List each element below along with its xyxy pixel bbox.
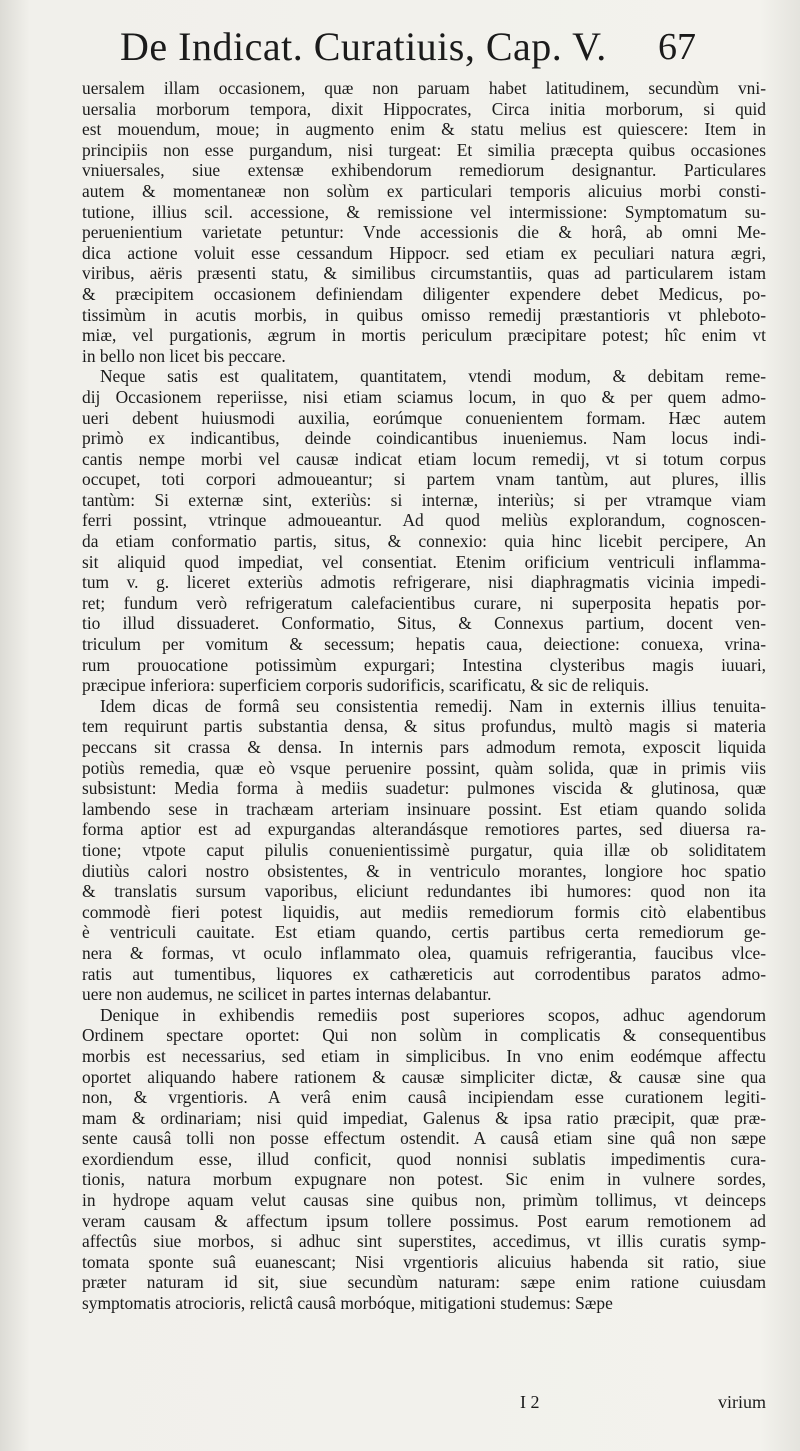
text-line: peccans sit crassa & densa. In internis pars admodum remota, exposcit liquida <box>82 737 766 757</box>
text-line: in hydrope aquam velut causas sine quibus non, primùm tollimus, vt deinceps <box>82 1190 766 1211</box>
text-line: è ventriculi cauitate. Est etiam quando, certis partibus certa remediorum ge- <box>82 922 766 943</box>
text-line: in bello non licet bis peccare. <box>82 345 286 366</box>
text-line: ratis aut tumentibus, liquores ex cathæreticis aut corrodentibus paratos admo- <box>82 963 766 984</box>
text-line: commodè fieri potest liquidis, aut mediis remediorum formis citò elabentibus <box>82 901 766 922</box>
text-line: sit aliquid quod impediat, vel consentiat. Etenim orificium ventriculi inflamma- <box>82 551 766 572</box>
text-line: tum v. g. liceret exteriùs admotis refrigerare, nisi diaphragmatis vicinia impedi- <box>82 572 766 593</box>
page-footer <box>82 1390 766 1414</box>
text-line: non, & vrgentioris. A verâ enim causâ incipiendam esse curationem legiti- <box>82 1087 766 1108</box>
text-line: & præcipitem occasionem definiendam diligenter expendere debet Medicus, po- <box>82 283 766 304</box>
signature-mark: I 2 <box>520 1392 540 1412</box>
text-line: morbis est necessarius, sed etiam in simplicibus. In vno enim eodémque affectu <box>82 1045 766 1066</box>
text-line: rum prouocatione potissimùm expurgari; Intestina clysteribus magis iuuari, <box>82 654 766 675</box>
text-line: occupet, toti corpori admoueantur; si partem vnam tantùm, aut plures, illis <box>82 469 766 490</box>
text-line: da etiam conformatio partis, situs, & connexio: quia hinc licebit percipere, An <box>82 531 766 552</box>
text-line: dica actione voluit esse cessandum Hippocr. sed etiam ex peculiari natura ægri, <box>82 242 766 263</box>
text-line: vniuersales, siue extensæ exhibendorum remediorum designantur. Particulares <box>82 160 766 181</box>
text-line: ueri debent huiusmodi auxilia, eorúmque conuenientem formam. Hæc autem <box>82 407 766 428</box>
text-line: tionis, natura morbum expugnare non potest. Sic enim in vulnere sordes, <box>82 1169 766 1190</box>
text-line: diutiùs calori nostro obsistentes, & in ventriculo morantes, longiore hoc spatio <box>82 860 766 881</box>
text-line: mam & ordinariam; nisi quid impediat, Galenus & ipsa ratio præcipit, quæ præ- <box>82 1107 766 1128</box>
text-line: Idem dicas de formâ seu consistentia remedij. Nam in externis illius tenuita- <box>100 695 766 716</box>
text-line: ret; fundum verò refrigeratum calefacientibus curare, ni superposita hepatis por- <box>82 592 766 613</box>
text-line: autem & momentaneæ non solùm ex particulari temporis alicuius morbi consti- <box>82 180 766 201</box>
text-line: est mouendum, moue; in augmento enim & statu melius est quiescere: Item in <box>82 119 766 140</box>
text-line: tem requirunt partis substantia densa, & situs profundus, multò magis si materia <box>82 716 766 737</box>
text-line: symptomatis atrocioris, relictâ causâ morbóque, mitigationi studemus: Sæpe <box>82 1293 613 1314</box>
text-line: forma aptior est ad expurgandas alterandásque remotiores partes, sed diuersa ra- <box>82 819 766 840</box>
page-number: 67 <box>658 26 696 68</box>
text-line: primò ex indicantibus, deinde coindicantibus inueniemus. Nam locus indi- <box>82 428 766 449</box>
text-line: dij Occasionem reperiisse, nisi etiam sciamus locum, in quo & per quem admo- <box>82 386 766 407</box>
text-line: lambendo sese in trachæam arteriam insinuare possint. Est etiam quando solida <box>82 798 766 819</box>
text-line: exordiendum esse, illud conficit, quod nonnisi sublatis impedimentis cura- <box>82 1148 766 1169</box>
text-line: præcipue inferiora: superficiem corporis sudorificis, scarificatu, & sic de reliquis. <box>82 675 649 696</box>
text-line: triculum per vomitum & secessum; hepatis caua, deiectione: conuexa, vrina- <box>82 634 766 655</box>
text-line: tione; vtpote caput pilulis conuenientissimè purgatur, quia illæ ob soliditatem <box>82 839 766 860</box>
catchword: virium <box>718 1392 766 1412</box>
text-line: uere non audemus, ne scilicet in partes internas delabantur. <box>82 984 492 1005</box>
text-line: & translatis sursum vaporibus, eliciunt redundantes ibi humores: quod non ita <box>82 881 766 902</box>
text-line: nera & formas, vt oculo inflammato olea, quamuis refrigerantia, faucibus vlce- <box>82 942 766 963</box>
text-line: subsistunt: Media forma à mediis suadetur: pulmones viscida & glutinosa, quæ <box>82 778 766 799</box>
text-line: præter naturam id sit, siue secundùm naturam: sæpe enim ratione cuiusdam <box>82 1272 766 1293</box>
page-body-text <box>82 78 766 1378</box>
text-line: Denique in exhibendis remediis post superiores scopos, adhuc agendorum <box>100 1004 766 1025</box>
running-title: De Indicat. Curatiuis, Cap. V. <box>120 24 607 69</box>
text-line: tantùm: Si externæ sint, exteriùs: si internæ, interiùs; si per vtramque viam <box>82 489 766 510</box>
text-line: affectûs siue morbos, si adhuc sint superstites, accedimus, vt illis curatis symp- <box>82 1231 766 1252</box>
text-line: peruenientium varietate petuntur: Vnde accessionis die & horâ, ab omni Me- <box>82 222 766 243</box>
text-line: veram causam & affectum ipsum tollere possimus. Post earum remotionem ad <box>82 1210 766 1231</box>
text-line: Neque satis est qualitatem, quantitatem, vtendi modum, & debitam reme- <box>100 366 766 387</box>
text-line: potiùs remedia, quæ eò vsque peruenire possint, quàm solida, quæ in primis viis <box>82 757 766 778</box>
text-line: Ordinem spectare oportet: Qui non solùm in complicatis & consequentibus <box>82 1025 766 1046</box>
text-line: sente causâ tolli non posse effectum ostendit. A causâ etiam sine quâ non sæpe <box>82 1128 766 1149</box>
text-line: tissimùm in acutis morbis, in quibus omisso remedij præstantioris vt phleboto- <box>82 304 766 325</box>
text-line: tutione, illius scil. accessione, & remissione vel intermissione: Symptomatum su- <box>82 201 766 222</box>
text-line: viribus, aëris præsenti statu, & similibus circumstantiis, quas ad particularem istam <box>82 263 766 284</box>
text-line: oportet aliquando habere rationem & causæ simpliciter dictæ, & causæ sine qua <box>82 1066 766 1087</box>
text-line: principiis non esse purgandum, nisi turgeat: Et similia præcepta quibus occasiones <box>82 139 766 160</box>
text-line: tio illud dissuaderet. Conformatio, Situs, & Connexus partium, docent ven- <box>82 613 766 634</box>
text-line: miæ, vel purgationis, ægrum in mortis periculum præcipitare potest; hîc enim vt <box>82 325 766 346</box>
text-line: ferri possint, vtrinque admoueantur. Ad quod meliùs explorandum, cognoscen- <box>82 510 766 531</box>
text-line: uersalia morborum tempora, dixit Hippocrates, Circa initia morborum, si quid <box>82 98 766 119</box>
text-line: uersalem illam occasionem, quæ non paruam habet latitudinem, secundùm vni- <box>82 78 766 98</box>
text-line: cantis nempe morbi vel causæ indicat etiam locum remedij, vt si totum corpus <box>82 448 766 469</box>
page-header <box>120 22 720 72</box>
text-line: tomata sponte suâ euanescant; Nisi vrgentioris alicuius habenda sit ratio, siue <box>82 1251 766 1272</box>
